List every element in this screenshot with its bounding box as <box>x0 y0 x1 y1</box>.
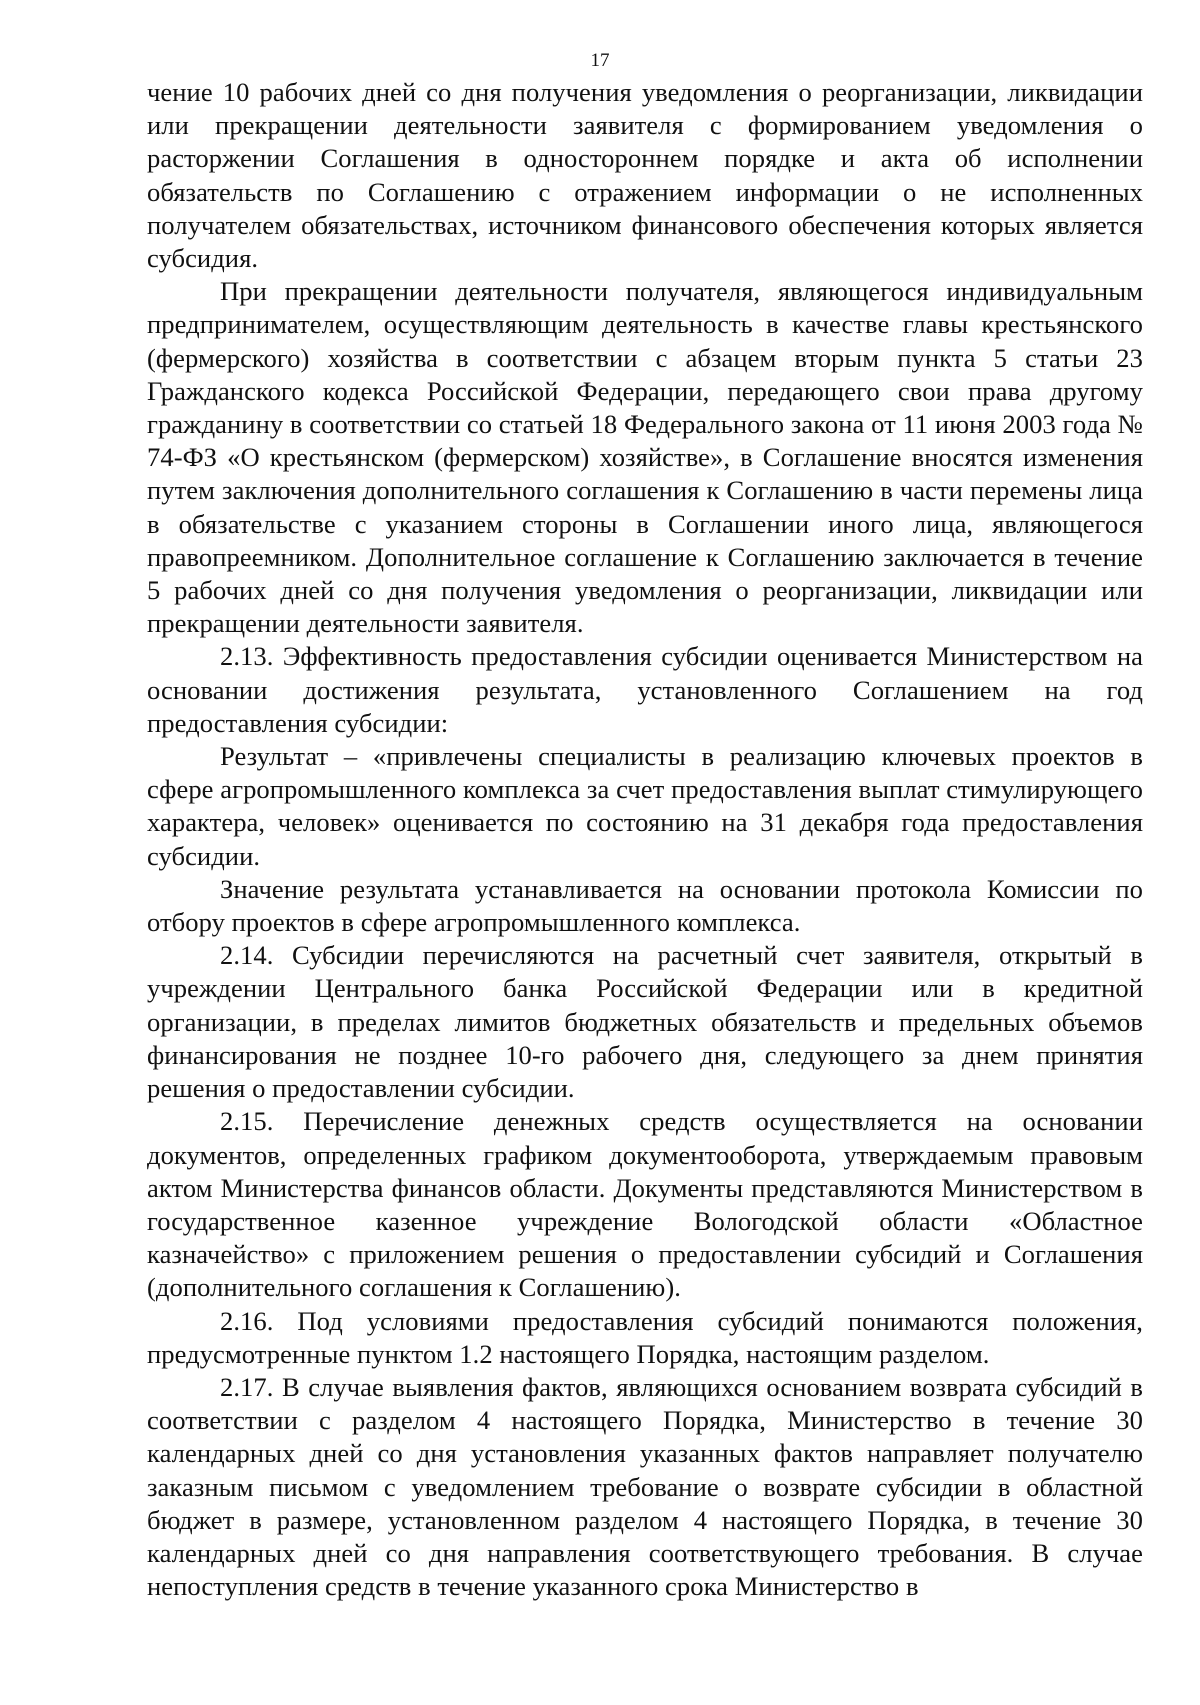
paragraph-2-13: 2.13. Эффективность предоставления субсидии оценивается Министерством на основании достижения результата, установленного Соглашением на год предоставления субсидии: <box>147 641 1143 738</box>
paragraph-continuation: чение 10 рабочих дней со дня получения уведомления о реорганизации, ликвидации или прекращении деятельности заявителя с формированием уведомления о расторжении Соглашения в одностороннем порядке и акта об исполнении обязательств по Соглашению с отражением информации о не исполненных получателем обязательствах, источником финансового обеспечения которых является субсидия. <box>147 77 1143 274</box>
paragraph-farm-succession: При прекращении деятельности получателя, являющегося индивидуальным предпринимателем, осуществляющим деятельность в качестве главы крестьянского (фермерского) хозяйства в соответствии с абзацем вторым пункта 5 статьи 23 Гражданского кодекса Российской Федерации, передающего свои права другому гражданину в соответствии со статьей 18 Федерального закона от 11 июня 2003 года № 74-ФЗ «О крестьянском (фермерском) хозяйстве», в Соглашение вносятся изменения путем заключения дополнительного соглашения к Соглашению в части перемены лица в обязательстве с указанием стороны в Соглашении иного лица, являющегося правопреемником. Дополнительное соглашение к Соглашению заключается в течение 5 рабочих дней со дня получения уведомления о реорганизации, ликвидации или прекращении деятельности заявителя. <box>147 276 1143 639</box>
paragraph-2-17: 2.17. В случае выявления фактов, являющихся основанием возврата субсидий в соответствии с разделом 4 настоящего Порядка, Министерство в течение 30 календарных дней со дня установления указанных фактов направляет получателю заказным письмом с уведомлением требование о возврате субсидии в областной бюджет в размере, установленном разделом 4 настоящего Порядка, в течение 30 календарных дней со дня направления соответствующего требования. В случае непоступления средств в течение указанного срока Министерство в <box>147 1371 1143 1602</box>
paragraph-result-value: Значение результата устанавливается на основании протокола Комиссии по отбору проектов в сфере агропромышленного комплекса. <box>147 873 1143 938</box>
paragraph-2-15: 2.15. Перечисление денежных средств осуществляется на основании документов, определенных графиком документооборота, утверждаемым правовым актом Министерства финансов области. Документы представляются Министерством в государственное казенное учреждение Вологодской области «Областное казначейство» с приложением решения о предоставлении субсидий и Соглашения (дополнительного соглашения к Соглашению). <box>147 1106 1143 1303</box>
page-number: 17 <box>590 50 610 71</box>
paragraph-2-14: 2.14. Субсидии перечисляются на расчетный счет заявителя, открытый в учреждении Центрального банка Российской Федерации или в кредитной организации, в пределах лимитов бюджетных обязательств и предельных объемов финансирования не позднее 10-го рабочего дня, следующего за днем принятия решения о предоставлении субсидии. <box>147 940 1143 1104</box>
paragraph-result: Результат – «привлечены специалисты в реализацию ключевых проектов в сфере агропромышленного комплекса за счет предоставления выплат стимулирующего характера, человек» оценивается по состоянию на 31 декабря года предоставления субсидии. <box>147 741 1143 871</box>
paragraph-2-16: 2.16. Под условиями предоставления субсидий понимаются положения, предусмотренные пунктом 1.2 настоящего Порядка, настоящим разделом. <box>147 1305 1143 1369</box>
document-body <box>147 76 1143 1603</box>
